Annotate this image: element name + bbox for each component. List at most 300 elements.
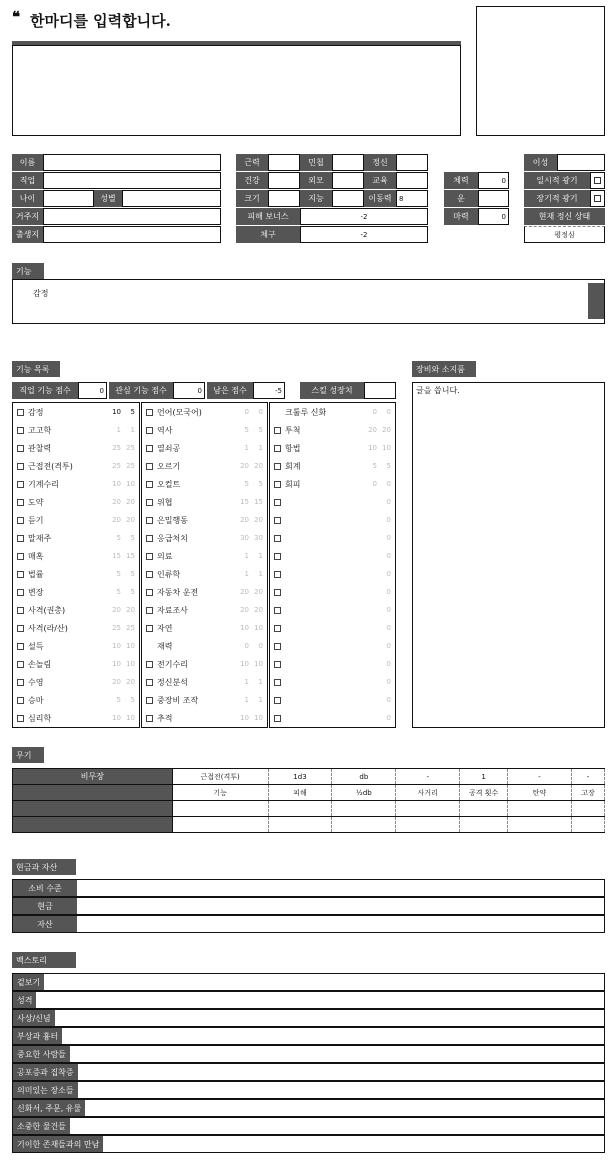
skill-name: 재력 (157, 641, 173, 651)
skill-checkbox[interactable] (17, 481, 24, 488)
skill-base-value: 5 (244, 480, 249, 488)
luck-field[interactable] (478, 190, 509, 207)
skill-name: 심리학 (28, 713, 52, 723)
skill-checkbox[interactable] (146, 499, 153, 506)
skill-checkbox[interactable] (274, 553, 281, 560)
skill-row[interactable] (13, 565, 139, 583)
assets-row[interactable] (12, 915, 605, 933)
skill-current-value: 25 (126, 462, 135, 470)
skill-current-value: 10 (126, 714, 135, 722)
skill-name: 고고학 (28, 425, 52, 435)
skill-row[interactable] (270, 709, 395, 727)
skill-checkbox[interactable] (17, 499, 24, 506)
skill-row[interactable] (13, 475, 139, 493)
skill-current-value: 10 (254, 624, 263, 632)
skill-checkbox[interactable] (146, 571, 153, 578)
skill-current-value: 0 (258, 642, 263, 650)
skill-section-title: 기능 (12, 263, 44, 279)
weapon-row-label (13, 785, 173, 801)
skill-current-value: 1 (130, 426, 135, 434)
skill-growth-field[interactable] (364, 382, 396, 399)
skill-name: 말재주 (28, 533, 52, 543)
skill-row[interactable] (270, 457, 395, 475)
skill-current-value: 25 (126, 624, 135, 632)
mp-label: 마력 (444, 208, 478, 225)
skill-checkbox[interactable] (274, 661, 281, 668)
skill-base-value: 20 (112, 498, 121, 506)
skill-name: 회피 (285, 479, 301, 489)
skill-current-value: 5 (130, 588, 135, 596)
weapon-malfunction[interactable]: - (571, 769, 604, 785)
pow-label: 정신 (364, 154, 396, 171)
skill-row[interactable] (142, 709, 267, 727)
skill-row[interactable] (13, 529, 139, 547)
dex-label: 민첩 (300, 154, 332, 171)
backstory-label: 소중한 물건들 (13, 1118, 70, 1134)
sanity-field[interactable] (557, 154, 605, 171)
skill-row[interactable] (270, 691, 395, 709)
gender-field[interactable] (122, 190, 221, 207)
skill-current-value: 0 (386, 624, 391, 632)
skill-base-value: 5 (116, 696, 121, 704)
backstory-row[interactable] (12, 1027, 605, 1045)
edu-field[interactable] (396, 172, 428, 189)
skill-row[interactable] (13, 457, 139, 475)
skill-current-value: 1 (258, 552, 263, 560)
skill-row[interactable] (142, 691, 267, 709)
weapon-range[interactable]: - (396, 769, 460, 785)
skill-name: 중장비 조작 (157, 695, 199, 705)
indef-insanity-checkbox[interactable] (590, 190, 605, 207)
skill-checkbox[interactable] (146, 715, 153, 722)
skill-base-value: 5 (116, 570, 121, 578)
weapon-ammo[interactable]: - (508, 769, 572, 785)
backstory-row[interactable] (12, 1063, 605, 1081)
skill-checkbox[interactable] (274, 481, 281, 488)
skill-row[interactable] (270, 475, 395, 493)
skill-base-value: 15 (240, 498, 249, 506)
weapon-row-empty[interactable] (13, 817, 605, 833)
skill-row[interactable] (142, 403, 267, 421)
weapon-skill[interactable]: 근접전(격투) (172, 769, 268, 785)
skill-base-value: 20 (240, 588, 249, 596)
hobby-points-value: 0 (173, 382, 205, 399)
remaining-points-label: 남은 점수 (207, 382, 253, 399)
skill-row[interactable] (270, 439, 395, 457)
backstory-row[interactable] (12, 1081, 605, 1099)
skill-checkbox[interactable] (146, 427, 153, 434)
skill-current-value: 10 (254, 660, 263, 668)
hp-value: 0 (478, 172, 509, 189)
skill-checkbox[interactable] (274, 535, 281, 542)
skill-row[interactable] (142, 619, 267, 637)
skill-base-value: 0 (372, 480, 377, 488)
dex-field[interactable] (332, 154, 364, 171)
damage-bonus-value: -2 (300, 208, 428, 225)
siz-field[interactable] (268, 190, 300, 207)
name-field[interactable] (43, 154, 221, 171)
skill-row[interactable] (270, 637, 395, 655)
skill-name: 정신분석 (157, 677, 188, 687)
skill-name: 듣기 (28, 515, 44, 525)
skill-checkbox[interactable] (17, 571, 24, 578)
skill-row[interactable] (142, 529, 267, 547)
weapon-row-empty[interactable] (13, 801, 605, 817)
skill-column-1 (12, 402, 140, 728)
skill-name: 응급처치 (157, 533, 188, 543)
skill-checkbox[interactable] (17, 607, 24, 614)
skill-current-value: 1 (258, 570, 263, 578)
damage-bonus-label: 피해 보너스 (236, 208, 300, 225)
weapons-table (12, 768, 605, 833)
birthplace-field[interactable] (43, 226, 221, 243)
skill-row[interactable] (13, 421, 139, 439)
skill-row[interactable] (270, 655, 395, 673)
skill-name: 은밀행동 (157, 515, 188, 525)
skill-row[interactable] (142, 511, 267, 529)
skill-name: 회계 (285, 461, 301, 471)
skill-checkbox[interactable] (146, 553, 153, 560)
spending-label: 소비 수준 (13, 880, 77, 896)
backstory-row[interactable] (12, 1117, 605, 1135)
cash-row[interactable] (12, 897, 605, 915)
skill-checkbox[interactable] (274, 499, 281, 506)
skill-memo-text: 감정 (33, 289, 49, 298)
page-title[interactable]: 한마디를 입력합니다. (30, 12, 171, 30)
skill-row[interactable] (270, 511, 395, 529)
backstory-row[interactable] (12, 1135, 605, 1153)
skill-checkbox[interactable] (274, 715, 281, 722)
skill-base-value: 10 (112, 714, 121, 722)
skill-current-value: 5 (386, 462, 391, 470)
backstory-row[interactable] (12, 1009, 605, 1027)
skill-row[interactable] (13, 493, 139, 511)
occupation-points-value: 0 (78, 382, 107, 399)
skill-name: 감정 (28, 407, 44, 417)
skill-base-value: 5 (244, 426, 249, 434)
skill-row[interactable] (270, 493, 395, 511)
skill-row[interactable] (142, 601, 267, 619)
skill-row[interactable] (142, 673, 267, 691)
skill-row[interactable] (13, 619, 139, 637)
backstory-row[interactable] (12, 991, 605, 1009)
skill-checkbox[interactable] (17, 445, 24, 452)
equipment-box[interactable] (412, 382, 605, 728)
skill-base-value: 1 (244, 552, 249, 560)
skill-checkbox[interactable] (274, 679, 281, 686)
skill-name: 기계수리 (28, 479, 59, 489)
skill-row[interactable] (142, 421, 267, 439)
skill-name: 승마 (28, 695, 44, 705)
backstory-label: 중요한 사람들 (13, 1046, 70, 1062)
skill-row[interactable] (13, 547, 139, 565)
skill-name: 사격(권총) (28, 605, 66, 615)
skill-checkbox[interactable] (17, 589, 24, 596)
build-label: 체구 (236, 226, 300, 243)
skill-base-value: 0 (244, 642, 249, 650)
skill-row[interactable] (142, 457, 267, 475)
skill-current-value: 0 (386, 570, 391, 578)
skill-base-value: 1 (244, 696, 249, 704)
skill-current-value: 20 (126, 516, 135, 524)
skill-base-value: 10 (112, 408, 121, 416)
job-field[interactable] (43, 172, 221, 189)
residence-label: 거주지 (12, 208, 43, 225)
skill-checkbox[interactable] (17, 427, 24, 434)
skill-current-value: 5 (130, 534, 135, 542)
skill-name: 위협 (157, 497, 173, 507)
skill-checkbox[interactable] (17, 625, 24, 632)
skill-base-value: 10 (112, 660, 121, 668)
skill-memo-box[interactable] (12, 279, 605, 324)
skill-base-value: 1 (244, 444, 249, 452)
skill-row[interactable] (13, 637, 139, 655)
skill-base-value: 20 (240, 462, 249, 470)
hobby-points-label: 관심 기능 점수 (109, 382, 173, 399)
skill-checkbox[interactable] (146, 535, 153, 542)
skill-row[interactable] (142, 655, 267, 673)
skill-current-value: 20 (126, 678, 135, 686)
skill-name: 열쇠공 (157, 443, 181, 453)
backstory-label: 신화서, 주문, 유물 (13, 1100, 85, 1116)
skill-row[interactable] (142, 475, 267, 493)
residence-field[interactable] (43, 208, 221, 225)
skill-row[interactable] (142, 547, 267, 565)
skill-current-value: 0 (386, 678, 391, 686)
skill-checkbox[interactable] (274, 463, 281, 470)
skill-checkbox[interactable] (274, 517, 281, 524)
skill-current-value: 20 (254, 516, 263, 524)
col-db-header: ½db (332, 785, 396, 801)
skill-row[interactable] (13, 583, 139, 601)
skill-base-value: 0 (244, 408, 249, 416)
weapon-name[interactable]: 비무장 (13, 769, 173, 785)
remaining-points-value: -5 (253, 382, 285, 399)
backstory-row[interactable] (12, 1099, 605, 1117)
skill-checkbox[interactable] (17, 517, 24, 524)
skill-current-value: 20 (254, 606, 263, 614)
skill-current-value: 1 (258, 678, 263, 686)
str-field[interactable] (268, 154, 300, 171)
skill-current-value: 0 (386, 552, 391, 560)
skill-current-value: 20 (382, 426, 391, 434)
skill-current-value: 20 (254, 462, 263, 470)
skill-current-value: 5 (130, 570, 135, 578)
skill-name: 사격(라/산) (28, 623, 68, 633)
skill-base-value: 10 (240, 624, 249, 632)
str-label: 근력 (236, 154, 268, 171)
skill-row[interactable] (270, 421, 395, 439)
skill-list-title: 기능 목록 (12, 361, 60, 377)
int-field[interactable] (332, 190, 364, 207)
skill-current-value: 10 (126, 480, 135, 488)
col-attacks-header: 공격 횟수 (460, 785, 508, 801)
weapon-db[interactable]: db (332, 769, 396, 785)
skill-row[interactable] (13, 655, 139, 673)
intro-textarea[interactable] (12, 45, 461, 136)
skill-row[interactable] (13, 601, 139, 619)
skill-row[interactable] (13, 403, 139, 421)
backstory-row[interactable] (12, 1045, 605, 1063)
skill-checkbox[interactable] (17, 715, 24, 722)
skill-name: 전기수리 (157, 659, 188, 669)
skill-memo-scrollbar[interactable] (588, 283, 604, 319)
skill-row[interactable] (142, 493, 267, 511)
skill-base-value: 15 (112, 552, 121, 560)
skill-checkbox[interactable] (17, 643, 24, 650)
age-label: 나이 (12, 190, 43, 207)
skill-current-value: 5 (130, 696, 135, 704)
edu-label: 교육 (364, 172, 396, 189)
pow-field[interactable] (396, 154, 428, 171)
backstory-label: 사상/신념 (13, 1010, 55, 1026)
skill-row[interactable] (13, 673, 139, 691)
skill-checkbox[interactable] (17, 553, 24, 560)
gender-label: 성별 (94, 190, 122, 207)
skill-checkbox[interactable] (146, 625, 153, 632)
skill-name: 설득 (28, 641, 44, 651)
skill-checkbox[interactable] (274, 445, 281, 452)
occupation-points-label: 직업 기능 점수 (12, 382, 78, 399)
skill-row[interactable] (13, 511, 139, 529)
skill-checkbox[interactable] (274, 571, 281, 578)
skill-checkbox[interactable] (146, 409, 153, 416)
skill-checkbox[interactable] (17, 697, 24, 704)
skill-checkbox[interactable] (146, 679, 153, 686)
skill-current-value: 0 (258, 408, 263, 416)
app-field[interactable] (332, 172, 364, 189)
skill-row[interactable] (270, 619, 395, 637)
skill-current-value: 25 (126, 444, 135, 452)
skill-row[interactable] (142, 439, 267, 457)
mov-label: 이동력 (364, 190, 396, 207)
skill-checkbox[interactable] (146, 445, 153, 452)
spending-row[interactable] (12, 879, 605, 897)
skill-name: 역사 (157, 425, 173, 435)
skill-row[interactable] (270, 565, 395, 583)
skill-row[interactable] (270, 403, 395, 421)
skill-name: 변장 (28, 587, 44, 597)
skill-base-value: 0 (372, 408, 377, 416)
weapon-damage[interactable]: 1d3 (268, 769, 332, 785)
temp-insanity-checkbox[interactable] (590, 172, 605, 189)
skill-base-value: 30 (240, 534, 249, 542)
skill-checkbox[interactable] (17, 661, 24, 668)
mental-state-label: 현재 정신 상태 (524, 208, 605, 225)
skill-current-value: 0 (386, 534, 391, 542)
skill-base-value: 5 (372, 462, 377, 470)
skill-checkbox[interactable] (146, 517, 153, 524)
skill-current-value: 20 (254, 588, 263, 596)
skill-growth-label: 스킬 성장치 (300, 382, 364, 399)
skill-row[interactable] (13, 709, 139, 727)
skill-checkbox[interactable] (274, 697, 281, 704)
skill-column-3 (269, 402, 396, 728)
skill-checkbox[interactable] (146, 661, 153, 668)
skill-checkbox[interactable] (17, 409, 24, 416)
skill-row[interactable] (142, 637, 267, 655)
weapons-title: 무기 (12, 747, 44, 763)
age-field[interactable] (43, 190, 94, 207)
skill-checkbox[interactable] (274, 427, 281, 434)
backstory-label: 기이한 존재들과의 만남 (13, 1136, 103, 1152)
skill-checkbox[interactable] (274, 625, 281, 632)
backstory-label: 공포증과 집착증 (13, 1064, 78, 1080)
mental-state-value[interactable]: 평정심 (524, 226, 605, 243)
skill-column-2 (141, 402, 268, 728)
skill-name: 항법 (285, 443, 301, 453)
skill-current-value: 0 (386, 408, 391, 416)
weapon-attacks[interactable]: 1 (460, 769, 508, 785)
skill-row[interactable] (270, 601, 395, 619)
skill-current-value: 10 (382, 444, 391, 452)
skill-current-value: 10 (126, 642, 135, 650)
skill-row[interactable] (270, 529, 395, 547)
backstory-row[interactable] (12, 973, 605, 991)
skill-row[interactable] (270, 547, 395, 565)
skill-checkbox[interactable] (146, 463, 153, 470)
int-label: 지능 (300, 190, 332, 207)
birthplace-label: 출생지 (12, 226, 43, 243)
skill-current-value: 5 (258, 426, 263, 434)
skill-row[interactable] (142, 583, 267, 601)
skill-current-value: 0 (386, 516, 391, 524)
name-label: 이름 (12, 154, 43, 171)
skill-base-value: 20 (112, 516, 121, 524)
skill-row[interactable] (142, 565, 267, 583)
skill-base-value: 5 (116, 588, 121, 596)
skill-name: 오컬트 (157, 479, 181, 489)
backstory-label: 겉보기 (13, 974, 44, 990)
assets-label: 자산 (13, 916, 77, 932)
skill-row[interactable] (13, 691, 139, 709)
temp-insanity-label: 일시적 광기 (524, 172, 590, 189)
col-ammo-header: 탄약 (508, 785, 572, 801)
skill-base-value: 25 (112, 444, 121, 452)
skill-checkbox[interactable] (17, 463, 24, 470)
skill-checkbox[interactable] (274, 607, 281, 614)
portrait-box[interactable] (476, 6, 605, 136)
equipment-text: 글을 씁니다. (416, 386, 460, 395)
skill-row[interactable] (270, 673, 395, 691)
skill-checkbox[interactable] (146, 481, 153, 488)
skill-row[interactable] (270, 583, 395, 601)
skill-name: 자동차 운전 (157, 587, 199, 597)
skill-checkbox[interactable] (146, 697, 153, 704)
skill-checkbox[interactable] (146, 607, 153, 614)
skill-base-value: 10 (368, 444, 377, 452)
skill-checkbox[interactable] (274, 643, 281, 650)
skill-base-value: 25 (112, 462, 121, 470)
skill-current-value: 20 (126, 606, 135, 614)
skill-current-value: 1 (258, 696, 263, 704)
skill-checkbox[interactable] (17, 679, 24, 686)
sanity-label: 이성 (524, 154, 557, 171)
skill-checkbox[interactable] (17, 535, 24, 542)
skill-current-value: 0 (386, 696, 391, 704)
skill-checkbox[interactable] (146, 589, 153, 596)
skill-name: 도약 (28, 497, 44, 507)
job-label: 직업 (12, 172, 43, 189)
skill-current-value: 0 (386, 588, 391, 596)
backstory-title: 백스토리 (12, 952, 76, 968)
skill-base-value: 1 (116, 426, 121, 434)
skill-name: 의료 (157, 551, 173, 561)
con-field[interactable] (268, 172, 300, 189)
skill-base-value: 25 (112, 624, 121, 632)
skill-checkbox[interactable] (274, 589, 281, 596)
skill-row[interactable] (13, 439, 139, 457)
